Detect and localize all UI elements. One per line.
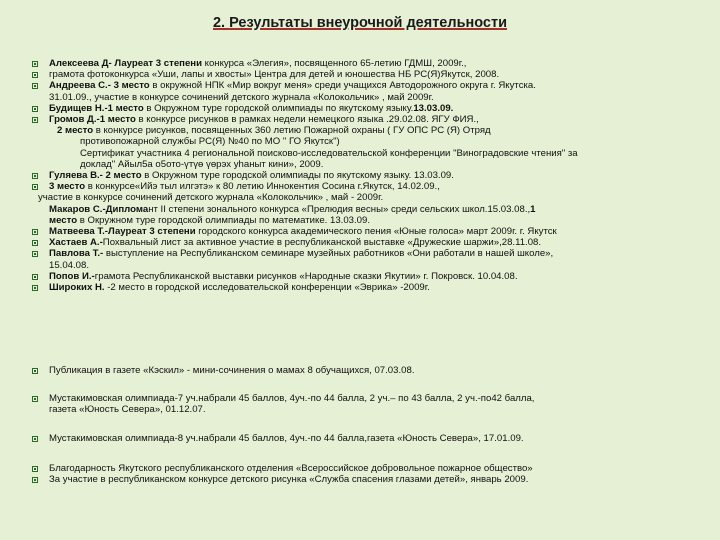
bullet-icon bbox=[32, 285, 38, 291]
bullet-icon bbox=[32, 72, 38, 78]
olympiad7-line2: газета «Юность Севера», 01.12.07. bbox=[49, 404, 206, 416]
list-item bbox=[0, 69, 720, 80]
list-item bbox=[0, 80, 720, 91]
bullet-icon bbox=[32, 251, 38, 257]
award-detail: участие в конкурсе сочинений детского журнала «Колокольчик» , май - 2009г. bbox=[38, 192, 384, 204]
award-detail: в конкурсе рисунков, посвященных 360 летию Пожарной охраны ( ГУ ОПС РС (Я) Отряд bbox=[93, 125, 491, 137]
list-item bbox=[0, 248, 720, 259]
bullet-icon bbox=[32, 61, 38, 67]
student-award: 3 место bbox=[49, 181, 86, 193]
bullet-icon bbox=[32, 106, 38, 112]
list-item bbox=[0, 114, 720, 125]
award-detail: конкурса «Элегия», посвященного 65-летию ГДМШ, 2009г., bbox=[202, 58, 467, 69]
award-detail: в Окружном туре городской олимпиады по якутскому языку. bbox=[143, 102, 414, 114]
award-detail: в конкурсе«Ийэ тыл илгэтэ» к 80 летию Иннокентия Сосина г.Якутск, 14.02.09., bbox=[85, 181, 440, 193]
list-item bbox=[0, 159, 720, 170]
list-item bbox=[0, 237, 720, 248]
award-detail: Сертификат участника 4 региональной поисково-исследовательской конференции "Виноградовские чтения" за bbox=[80, 147, 578, 159]
list-item bbox=[0, 393, 720, 404]
student-award: Матвеева Т.-Лауреат 3 степени bbox=[49, 226, 196, 238]
bullet-icon bbox=[32, 229, 38, 235]
list-item bbox=[0, 474, 720, 485]
award-detail: доклад" Айыл5а о5ото-үтүө үөрэх уһаныт кини», 2009. bbox=[80, 158, 324, 170]
award-detail: грамота Республиканской выставки рисунков «Народные сказки Якутии» г. Покровск. 10.04.08. bbox=[94, 270, 518, 282]
award-detail: грамота фотоконкурса «Уши, лапы и хвосты» Центра для детей и юношества НБ РС(Я)Якутск, 2008. bbox=[49, 69, 500, 81]
list-item bbox=[0, 125, 720, 136]
olympiad7-block bbox=[0, 393, 720, 415]
bullet-icon bbox=[32, 83, 38, 89]
bullet-icon bbox=[32, 477, 38, 483]
list-item bbox=[0, 463, 720, 474]
list-item bbox=[0, 192, 720, 203]
award-detail: 31.01.09., участие в конкурсе сочинений детского журнала «Колокольчик» , май 2009г. bbox=[49, 91, 434, 103]
student-award: Павлова Т.- bbox=[49, 248, 104, 260]
bullet-icon bbox=[32, 184, 38, 190]
student-award: Громов Д.-1 место bbox=[49, 114, 136, 126]
title-text: Результаты внеурочной деятельности bbox=[229, 15, 508, 31]
student-award: Андреева С.- 3 место bbox=[49, 80, 150, 92]
bullet-icon bbox=[32, 274, 38, 280]
award-detail: Похвальный лист за активное участие в республиканской выставке «Дружеские шаржи»,28.11.08. bbox=[102, 237, 542, 249]
slide-title bbox=[0, 15, 720, 31]
thanks-block bbox=[0, 463, 720, 485]
student-award: Макаров С.-Диплома bbox=[49, 203, 149, 215]
list-item bbox=[0, 103, 720, 114]
bullet-icon bbox=[32, 117, 38, 123]
bullet-icon bbox=[32, 396, 38, 402]
list-item bbox=[0, 181, 720, 192]
list-item bbox=[0, 271, 720, 282]
award-date: 13.03.09. bbox=[413, 102, 454, 114]
bullet-icon bbox=[32, 466, 38, 472]
award-detail: противопожарной службы РС(Я) №40 по МО " ГО Якутск") bbox=[80, 136, 340, 148]
award-detail: в Окружном туре городской олимпиады по якутскому языку. 13.03.09. bbox=[141, 170, 454, 182]
list-item bbox=[0, 365, 720, 376]
student-award: Попов И.- bbox=[49, 270, 95, 282]
list-item bbox=[0, 170, 720, 181]
publication-text: Публикация в газете «Кэскил» - мини-сочинения о мамах 8 обучащихся, 07.03.08. bbox=[49, 365, 415, 376]
award-detail: в окружной НПК «Мир вокруг меня» среди учащихся Автодорожного округа г. Якутска. bbox=[149, 80, 536, 92]
olympiad8-block bbox=[0, 433, 720, 444]
list-item bbox=[0, 282, 720, 293]
bullet-icon bbox=[32, 368, 38, 374]
list-item bbox=[0, 58, 720, 69]
achievements-list bbox=[0, 58, 720, 293]
thanks-text: Благодарность Якутского республиканского отделения «Всероссийское добровольное пожарное общество» bbox=[49, 463, 533, 474]
bullet-icon bbox=[32, 173, 38, 179]
student-award: место bbox=[49, 214, 78, 226]
student-award: Алексеева Д- Лауреат 3 степени bbox=[49, 58, 202, 69]
olympiad7-line1: Мустакимовская олимпиада-7 уч.набрали 45 баллов, 4уч.-по 44 балла, 2 уч.– по 43 балла, 2 уч.-по42 балла, bbox=[49, 393, 535, 404]
list-item bbox=[0, 148, 720, 159]
bullet-icon bbox=[32, 240, 38, 246]
award-detail: городского конкурса академического пения «Юные голоса» март 2009г. г. Якутск bbox=[195, 226, 557, 238]
list-item bbox=[0, 204, 720, 215]
award-detail: в конкурсе рисунков в рамках недели немецкого языка .29.02.08. ЯГУ ФИЯ., bbox=[135, 114, 479, 126]
list-item bbox=[0, 136, 720, 147]
student-award: Широких Н. bbox=[49, 282, 105, 294]
student-award: 2 место bbox=[57, 125, 94, 137]
student-award: Хастаев А.- bbox=[49, 237, 103, 249]
list-item bbox=[0, 226, 720, 237]
list-item bbox=[0, 215, 720, 226]
title-number: 2. bbox=[212, 15, 230, 31]
olympiad8-text: Мустакимовская олимпиада-8 уч.набрали 45 баллов, 4уч.-по 44 балла,газета «Юность Севера», 17.01.09. bbox=[49, 433, 524, 444]
award-detail: 15.04.08. bbox=[49, 259, 90, 271]
bullet-icon bbox=[32, 436, 38, 442]
award-detail: нт II степени зонального конкурса «Прелюдия весны» среди сельских школ.15.03.08., bbox=[148, 203, 531, 215]
publication-block bbox=[0, 365, 720, 376]
list-item bbox=[0, 260, 720, 271]
student-award: Будищев Н.-1 место bbox=[49, 102, 144, 114]
list-item bbox=[0, 92, 720, 103]
list-item bbox=[0, 433, 720, 444]
award-detail: в Окружном туре городской олимпиады по математике. 13.03.09. bbox=[77, 214, 371, 226]
student-award: Гуляева В.- 2 место bbox=[49, 170, 142, 182]
award-place: 1 bbox=[530, 203, 536, 215]
thanks-text: За участие в республиканском конкурсе детского рисунка «Служба спасения глазами детей», январь 2009. bbox=[49, 474, 529, 486]
award-detail: -2 место в городской исследовательской конференции «Эврика» -2009г. bbox=[104, 282, 430, 294]
award-detail: выступление на Республиканском семинаре музейных работников «Они работали в нашей школе», bbox=[103, 248, 554, 260]
list-item bbox=[0, 404, 720, 415]
